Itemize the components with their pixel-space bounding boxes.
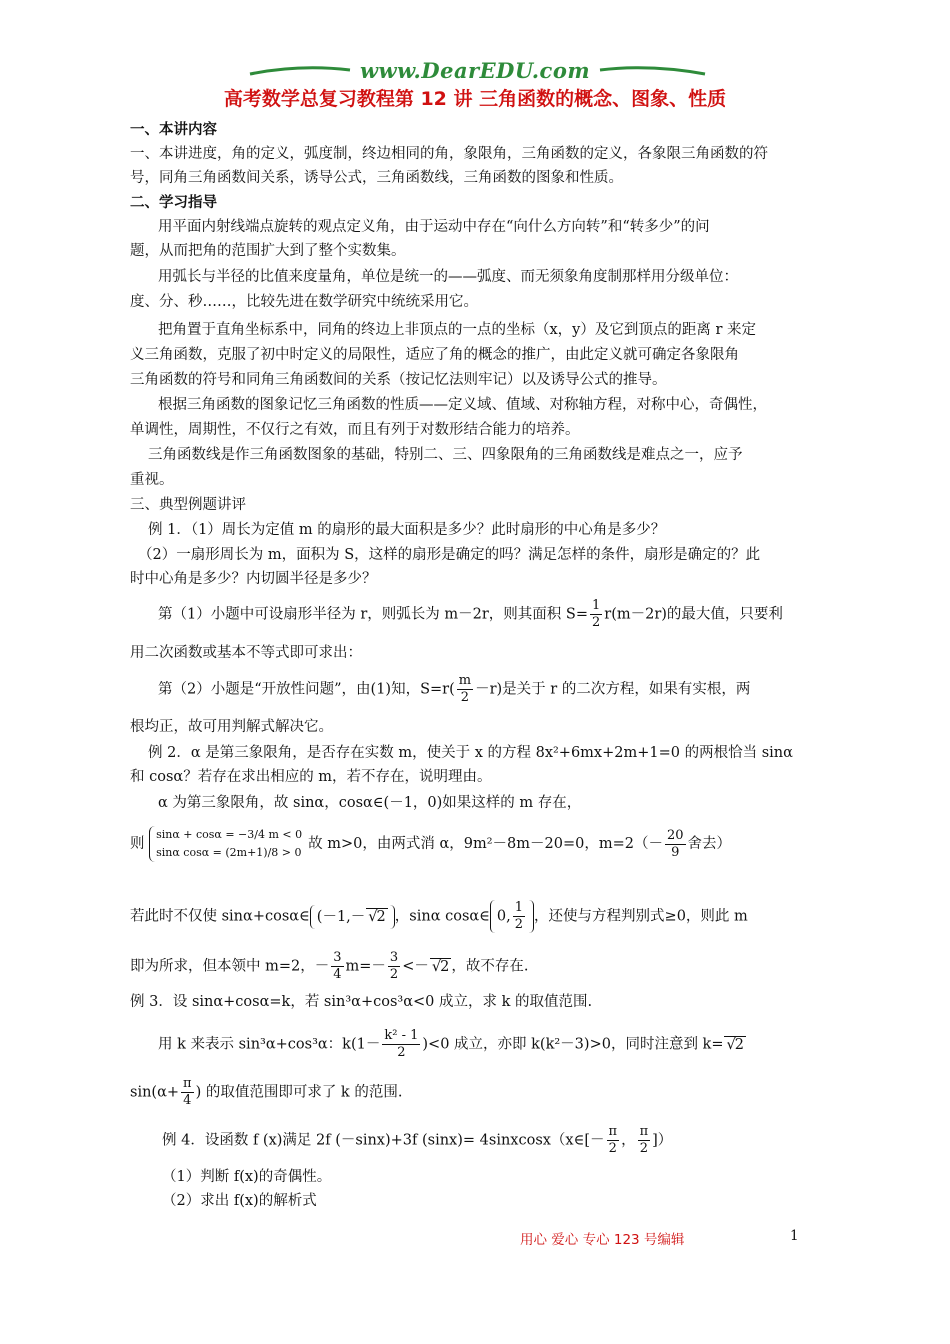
paragraph-line: 义三角函数，克服了初中时定义的局限性，适应了角的概念的推广，由此定义就可确定各象限角 [130, 347, 739, 363]
denominator: 9 [671, 844, 680, 860]
text-run: 故 m>0，由两式消 α，9m²－8m－20=0，m=2（－ [308, 836, 663, 852]
denominator: 2 [639, 1141, 648, 1156]
example-line: α 为第三象限角，故 sinα，cosα∈(－1，0)如果这样的 m 存在， [158, 795, 582, 811]
header-logo [0, 58, 950, 86]
numerator: π [183, 1076, 192, 1091]
text-run: )<0 成立，亦即 k(k²－3)>0，同时注意到 k= [422, 1036, 724, 1053]
denominator: 2 [460, 690, 470, 705]
text-run: 即为所求，但本领中 m=2，－ [130, 958, 330, 975]
denominator: 2 [397, 1045, 406, 1060]
interval [310, 905, 395, 929]
page-number: 1 [790, 1228, 799, 1244]
example-line [158, 598, 858, 631]
fraction [607, 1124, 620, 1157]
paragraph-line: 题，从而把角的范围扩大到了整个实数集。 [130, 243, 406, 259]
text-run: ]） [652, 1132, 673, 1149]
example-line: （2）求出 f(x)的解析式 [162, 1193, 317, 1209]
example-line [158, 1028, 858, 1061]
fraction [181, 1076, 194, 1109]
paragraph-line: 三角函数的符号和同角三角函数间的关系（按记忆法则牢记）以及诱导公式的推导。 [130, 372, 667, 388]
text-run: 第（2）小题是“开放性问题”，由(1)知，S=r( [158, 681, 455, 698]
equation-system [149, 826, 308, 862]
fraction [388, 950, 400, 983]
sqrt: √ 2 [366, 908, 387, 925]
example-line [130, 900, 830, 933]
text-run: ， [621, 1132, 636, 1149]
example-line: 例 2．α 是第三象限角，是否存在实数 m，使关于 x 的方程 8x²+6mx+2m+1=0 的两根恰当 sinα [148, 745, 793, 761]
text-run: ) 的取值范围即可求了 k 的范围. [195, 1084, 403, 1101]
fraction [457, 673, 473, 706]
text-run: sin(α+ [130, 1084, 180, 1101]
paragraph-line: 三角函数线是作三角函数图象的基础，特别二、三、四象限角的三角函数线是难点之一，应予 [148, 447, 743, 463]
sqrt: √ 2 [430, 958, 451, 975]
example-line [130, 1076, 830, 1109]
example-line [158, 673, 858, 706]
example-line: 时中心角是多少？内切圆半径是多少？ [130, 571, 377, 587]
text-run: 舍去） [687, 836, 732, 852]
example-line [130, 826, 830, 862]
paragraph-line: 号，同角三角函数间关系，诱导公式，三角函数线，三角函数的图象和性质。 [130, 170, 623, 186]
fraction [590, 598, 602, 631]
page-title: 高考数学总复习教程第 12 讲 三角函数的概念、图象、性质 [223, 88, 727, 110]
paragraph-line: 用弧长与半径的比值来度量角，单位是统一的——弧度、而无须象角度制那样用分级单位： [158, 269, 738, 285]
interval-text: (－1,－ [316, 908, 366, 925]
fraction [665, 828, 686, 861]
paragraph-line: 根据三角函数的图象记忆三角函数的性质——定义域、值域、对称轴方程，对称中心，奇偶性， [158, 397, 767, 413]
sqrt: √ 2 [724, 1036, 745, 1053]
fraction [382, 1028, 420, 1061]
text-run: －r)是关于 r 的二次方程，如果有实根，两 [475, 681, 751, 698]
example-line [130, 950, 830, 983]
footer-text: 用心 爱心 专心 123 号编辑 [520, 1232, 685, 1248]
text-run: <－ [402, 958, 429, 975]
example-line: 根均正，故可用判解式解决它。 [130, 719, 333, 735]
paragraph-line: 一、本讲进度，角的定义，弧度制，终边相同的角，象限角，三角函数的定义，各象限三角函数的符 [130, 146, 768, 162]
numerator: π [608, 1124, 618, 1139]
text-run: 例 4．设函数 f (x)满足 2f (－sinx)+3f (sinx)= 4sinxcosx（x∈[－ [162, 1132, 605, 1149]
section-title: 一、本讲内容 [130, 122, 217, 138]
section-title: 三、典型例题讲评 [130, 497, 246, 513]
text-run: 则 [130, 836, 145, 852]
numerator: 3 [333, 950, 342, 965]
text-run: 用 k 来表示 sin³α+cos³α：k(1－ [158, 1036, 381, 1053]
denominator: 2 [608, 1141, 617, 1156]
equation: sinα + cosα = −3/4 m < 0 [156, 828, 303, 841]
logo-text: www.DearEDU.com [359, 58, 591, 83]
interval [490, 900, 534, 933]
text-run: ，故不存在. [451, 958, 529, 975]
paragraph-line: 用平面内射线端点旋转的观点定义角，由于运动中存在“向什么方向转”和“转多少”的问 [158, 219, 710, 235]
example-line: 例 1．（1）周长为定值 m 的扇形的最大面积是多少？此时扇形的中心角是多少？ [148, 522, 666, 538]
text-run: m=－ [345, 958, 386, 975]
numerator: 3 [389, 950, 399, 965]
equation: sinα cosα = (2m+1)/8 > 0 [156, 846, 302, 859]
example-line: （2）一扇形周长为 m，面积为 S，这样的扇形是确定的吗？满足怎样的条件，扇形是确定的？此 [138, 547, 761, 563]
numerator: k² - 1 [384, 1028, 419, 1043]
denominator: 2 [389, 967, 399, 982]
example-line: 和 cosα？若存在求出相应的 m，若不存在，说明理由。 [130, 769, 492, 785]
example-line: 用二次函数或基本不等式即可求出： [130, 645, 362, 661]
denominator: 2 [591, 615, 601, 630]
numerator: 1 [514, 900, 524, 915]
numerator: 20 [666, 827, 684, 843]
example-line [162, 1124, 862, 1157]
section-title: 二、学习指导 [130, 195, 217, 211]
numerator: 1 [591, 598, 601, 613]
example-line: （1）判断 f(x)的奇偶性。 [162, 1169, 332, 1185]
text-run: ，还使与方程判别式≥0，则此 m [534, 908, 748, 925]
fraction [331, 950, 343, 983]
paragraph-line: 单调性，周期性，不仅行之有效，而且有列于对数形结合能力的培养。 [130, 422, 580, 438]
fraction [638, 1124, 651, 1157]
fraction [513, 900, 525, 933]
denominator: 4 [333, 967, 342, 982]
denominator: 2 [514, 917, 524, 932]
paragraph-line: 度、分、秒……，比较先进在数学研究中统统采用它。 [130, 294, 478, 310]
paragraph-line: 重视。 [130, 472, 174, 488]
denominator: 4 [183, 1093, 192, 1108]
text-run: 若此时不仅使 sinα+cosα∈ [130, 908, 310, 925]
interval-text: 0, [496, 908, 511, 925]
paragraph-line: 把角置于直角坐标系中，同角的终边上非顶点的一点的坐标（x，y）及它到顶点的距离 r 来定 [158, 322, 757, 338]
text-run: 第（1）小题中可设扇形半径为 r，则弧长为 m－2r，则其面积 S= [158, 606, 588, 623]
numerator: m [458, 673, 472, 688]
example-line: 例 3．设 sinα+cosα=k，若 sin³α+cos³α<0 成立，求 k 的取值范围. [130, 994, 593, 1010]
numerator: π [639, 1124, 649, 1139]
text-run: r(m－2r)的最大值，只要利 [604, 606, 783, 623]
text-run: ，sinα cosα∈ [394, 908, 490, 925]
